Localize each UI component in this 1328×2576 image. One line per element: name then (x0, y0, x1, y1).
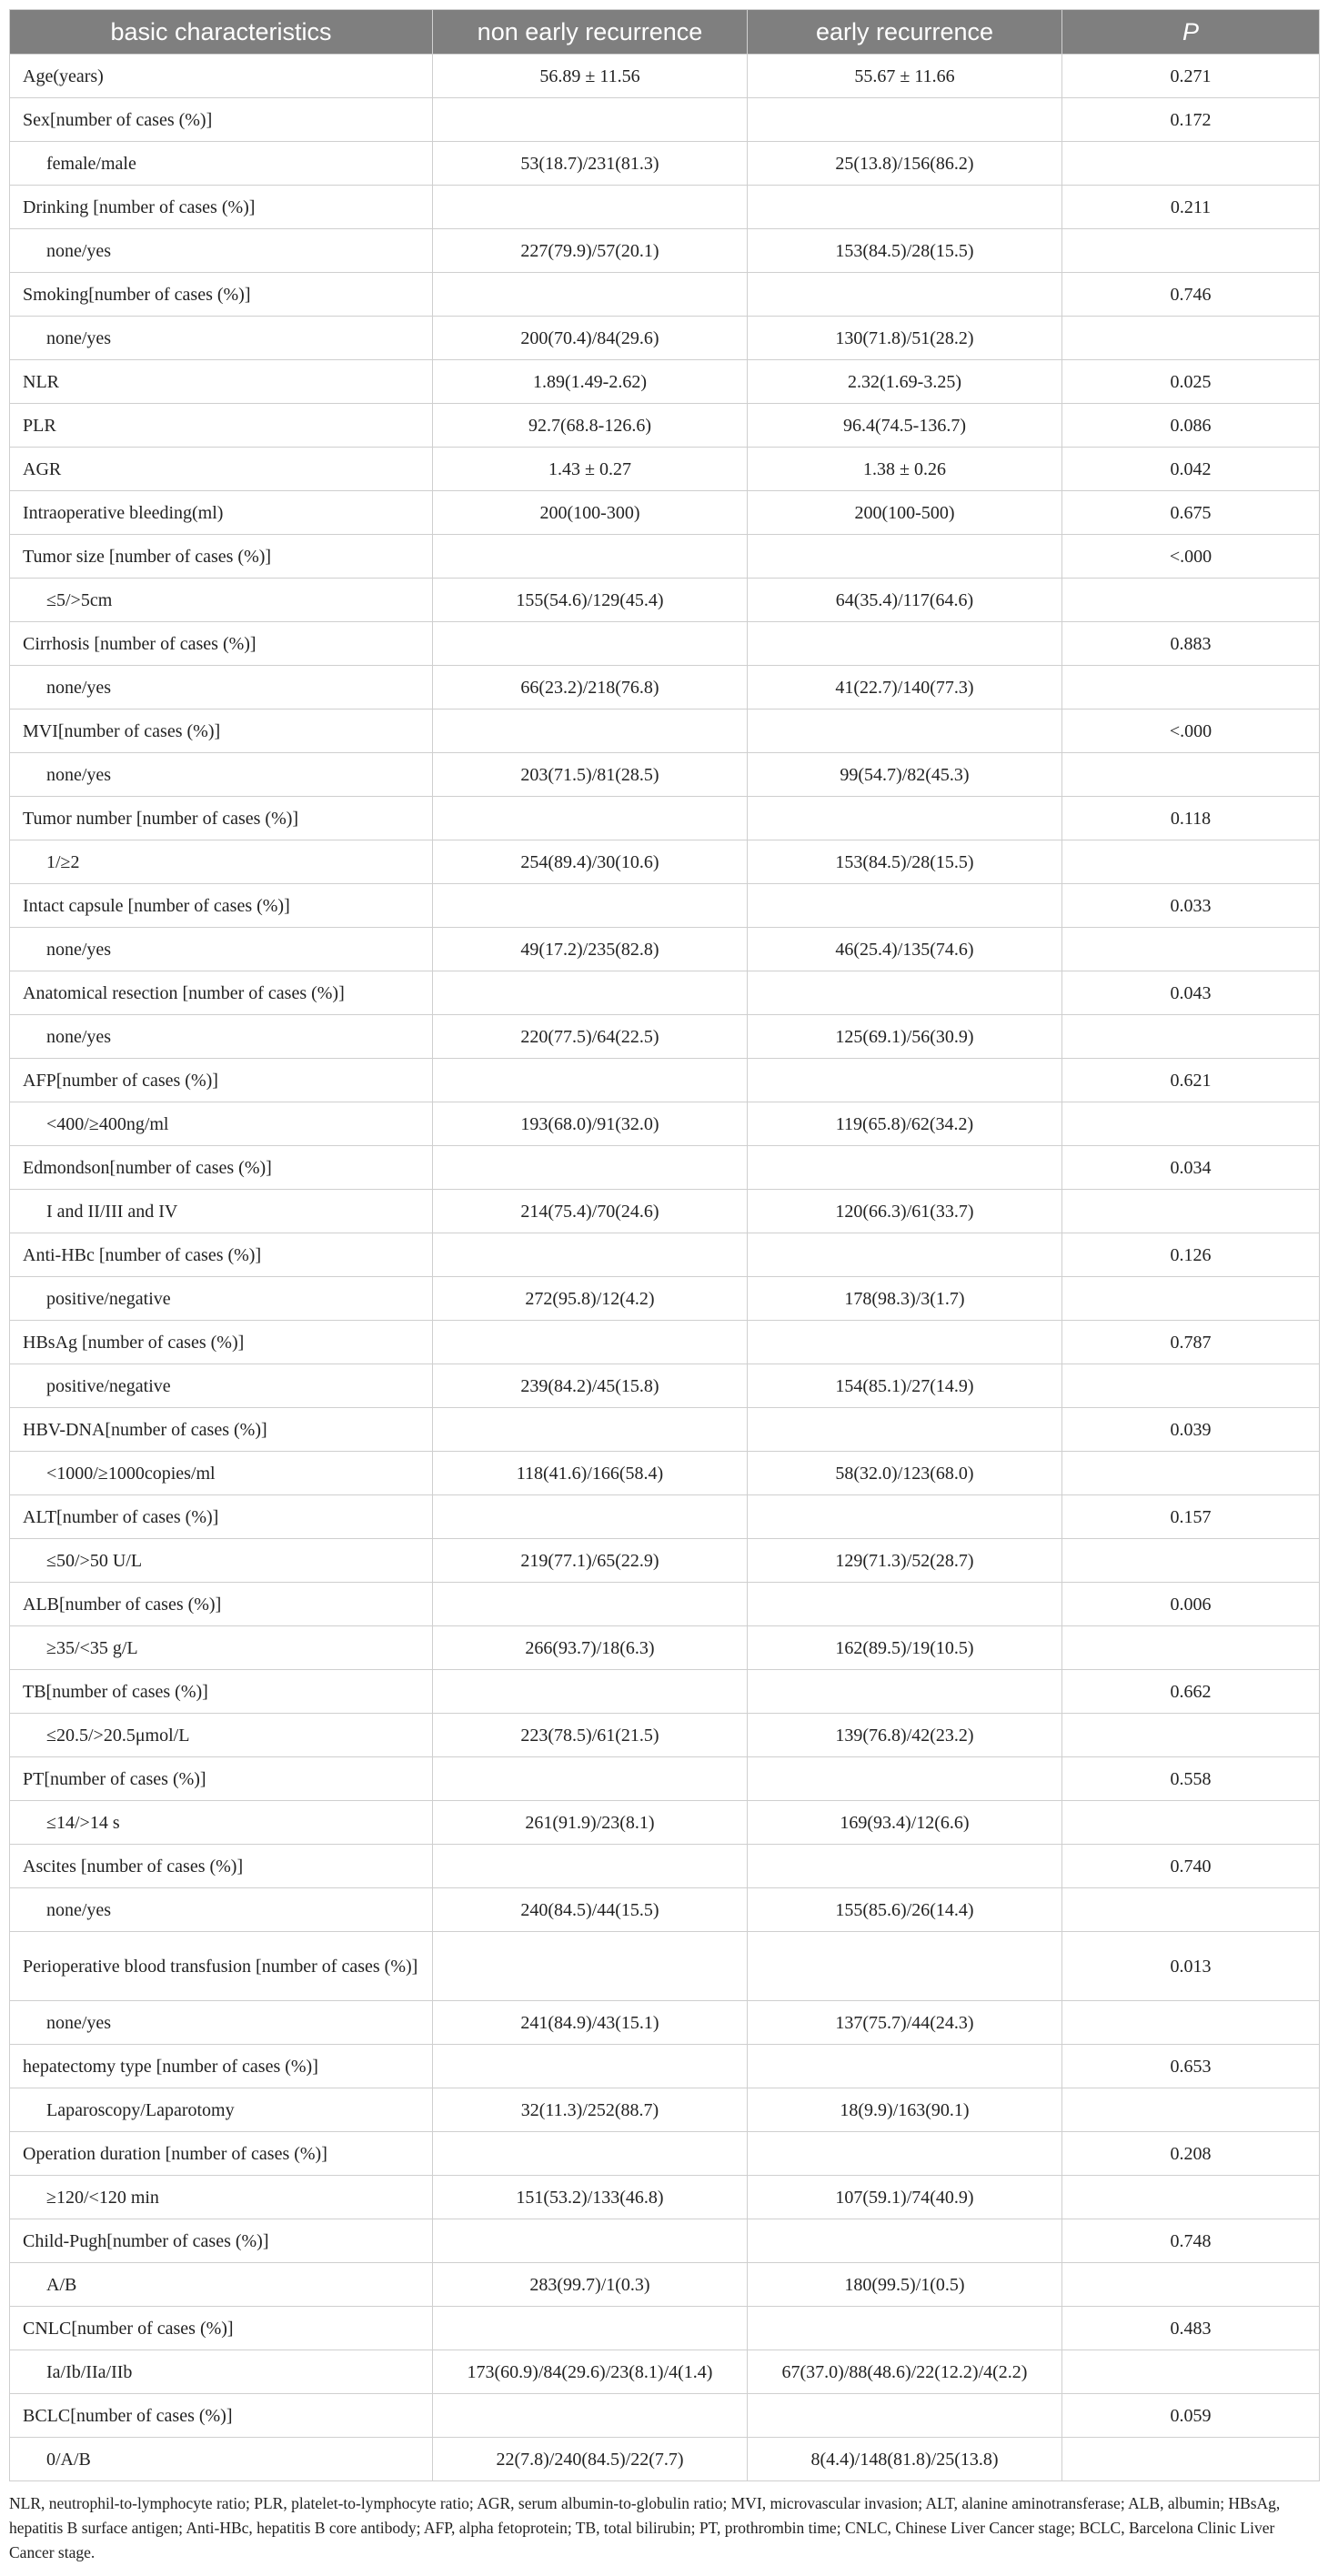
early-recurrence-cell: 153(84.5)/28(15.5) (748, 229, 1062, 273)
early-recurrence-cell: 200(100-500) (748, 491, 1062, 535)
early-recurrence-cell: 25(13.8)/156(86.2) (748, 142, 1062, 186)
row-label: CNLC[number of cases (%)] (10, 2307, 433, 2350)
table-row (10, 2132, 1320, 2176)
early-recurrence-cell: 120(66.3)/61(33.7) (748, 1190, 1062, 1233)
p-value-cell (1062, 666, 1320, 709)
table-row (10, 2045, 1320, 2088)
table-row (10, 273, 1320, 317)
early-recurrence-cell: 125(69.1)/56(30.9) (748, 1015, 1062, 1059)
p-value-cell: 0.059 (1062, 2394, 1320, 2438)
non-early-recurrence-cell: 283(99.7)/1(0.3) (433, 2263, 748, 2307)
row-label: 1/≥2 (10, 840, 433, 884)
table-row (10, 1757, 1320, 1801)
early-recurrence-cell: 1.38 ± 0.26 (748, 448, 1062, 491)
early-recurrence-cell: 55.67 ± 11.66 (748, 55, 1062, 98)
table-row (10, 55, 1320, 98)
p-value-cell (1062, 1888, 1320, 1932)
non-early-recurrence-cell (433, 1757, 748, 1801)
p-value-cell: 0.172 (1062, 98, 1320, 142)
early-recurrence-cell: 58(32.0)/123(68.0) (748, 1452, 1062, 1495)
row-label: ≤50/>50 U/L (10, 1539, 433, 1583)
table-footnote: NLR, neutrophil-to-lymphocyte ratio; PLR, platelet-to-lymphocyte ratio; AGR, serum albumin-to-globulin ratio; MVI, microvascular invasion; ALT, alanine aminotransferase; ALB, albumin; HBsAg, hepatitis B surface antigen; Anti-HBc, hepatitis B core antibody; AFP, alpha fetoprotein; TB, total bilirubin; PT, prothrombin time; CNLC, Chinese Liver Cancer stage; BCLC, Barcelona Clinic Liver Cancer stage. (9, 2494, 1281, 2561)
non-early-recurrence-cell: 203(71.5)/81(28.5) (433, 753, 748, 797)
early-recurrence-cell (748, 1146, 1062, 1190)
early-recurrence-cell: 46(25.4)/135(74.6) (748, 928, 1062, 971)
table-row (10, 1845, 1320, 1888)
table-row (10, 2394, 1320, 2438)
p-value-cell (1062, 142, 1320, 186)
early-recurrence-cell: 129(71.3)/52(28.7) (748, 1539, 1062, 1583)
row-label: NLR (10, 360, 433, 404)
row-label: Anti-HBc [number of cases (%)] (10, 1233, 433, 1277)
table-row (10, 229, 1320, 273)
non-early-recurrence-cell (433, 1583, 748, 1626)
row-label: HBV-DNA[number of cases (%)] (10, 1408, 433, 1452)
row-label: female/male (10, 142, 433, 186)
non-early-recurrence-cell (433, 1845, 748, 1888)
p-value-cell: 0.086 (1062, 404, 1320, 448)
row-label: 0/A/B (10, 2438, 433, 2481)
non-early-recurrence-cell: 227(79.9)/57(20.1) (433, 229, 748, 273)
table-row (10, 840, 1320, 884)
table-row (10, 753, 1320, 797)
non-early-recurrence-cell (433, 273, 748, 317)
table-row (10, 535, 1320, 579)
non-early-recurrence-cell (433, 1146, 748, 1190)
header-non-early-recurrence: non early recurrence (433, 10, 748, 55)
p-value-cell: 0.748 (1062, 2219, 1320, 2263)
row-label: Intraoperative bleeding(ml) (10, 491, 433, 535)
row-label: AFP[number of cases (%)] (10, 1059, 433, 1102)
non-early-recurrence-cell: 223(78.5)/61(21.5) (433, 1714, 748, 1757)
non-early-recurrence-cell (433, 622, 748, 666)
row-label: Child-Pugh[number of cases (%)] (10, 2219, 433, 2263)
row-label: BCLC[number of cases (%)] (10, 2394, 433, 2438)
row-label: ≤5/>5cm (10, 579, 433, 622)
characteristics-table (9, 9, 1320, 2481)
table-row (10, 2307, 1320, 2350)
p-value-cell (1062, 2350, 1320, 2394)
non-early-recurrence-cell: 220(77.5)/64(22.5) (433, 1015, 748, 1059)
row-label: Perioperative blood transfusion [number of cases (%)] (10, 1932, 433, 2001)
non-early-recurrence-cell: 254(89.4)/30(10.6) (433, 840, 748, 884)
row-label: PLR (10, 404, 433, 448)
table-body (10, 55, 1320, 2481)
table-row (10, 579, 1320, 622)
table-row (10, 2263, 1320, 2307)
row-label: Edmondson[number of cases (%)] (10, 1146, 433, 1190)
early-recurrence-cell (748, 535, 1062, 579)
p-value-cell: 0.034 (1062, 1146, 1320, 1190)
early-recurrence-cell: 162(89.5)/19(10.5) (748, 1626, 1062, 1670)
p-value-cell: 0.746 (1062, 273, 1320, 317)
table-row (10, 1233, 1320, 1277)
early-recurrence-cell: 107(59.1)/74(40.9) (748, 2176, 1062, 2219)
p-value-cell: 0.126 (1062, 1233, 1320, 1277)
table-row (10, 1364, 1320, 1408)
row-label: Smoking[number of cases (%)] (10, 273, 433, 317)
early-recurrence-cell (748, 1670, 1062, 1714)
row-label: ≤20.5/>20.5μmol/L (10, 1714, 433, 1757)
early-recurrence-cell (748, 1932, 1062, 2001)
non-early-recurrence-cell: 200(100-300) (433, 491, 748, 535)
non-early-recurrence-cell: 241(84.9)/43(15.1) (433, 2001, 748, 2045)
header-basic-characteristics: basic characteristics (10, 10, 433, 55)
p-value-cell: 0.740 (1062, 1845, 1320, 1888)
early-recurrence-cell: 180(99.5)/1(0.5) (748, 2263, 1062, 2307)
non-early-recurrence-cell (433, 98, 748, 142)
row-label: none/yes (10, 2001, 433, 2045)
non-early-recurrence-cell (433, 2219, 748, 2263)
non-early-recurrence-cell: 193(68.0)/91(32.0) (433, 1102, 748, 1146)
table-row (10, 98, 1320, 142)
p-value-cell (1062, 1102, 1320, 1146)
row-label: A/B (10, 2263, 433, 2307)
early-recurrence-cell: 130(71.8)/51(28.2) (748, 317, 1062, 360)
row-label: Sex[number of cases (%)] (10, 98, 433, 142)
p-value-cell: 0.653 (1062, 2045, 1320, 2088)
non-early-recurrence-cell (433, 535, 748, 579)
p-value-cell (1062, 2088, 1320, 2132)
table-row (10, 884, 1320, 928)
row-label: Operation duration [number of cases (%)] (10, 2132, 433, 2176)
table-row (10, 2001, 1320, 2045)
non-early-recurrence-cell: 32(11.3)/252(88.7) (433, 2088, 748, 2132)
table-row (10, 1626, 1320, 1670)
table-row (10, 622, 1320, 666)
p-value-cell (1062, 753, 1320, 797)
p-value-cell (1062, 2438, 1320, 2481)
non-early-recurrence-cell: 219(77.1)/65(22.9) (433, 1539, 748, 1583)
table-row (10, 1801, 1320, 1845)
early-recurrence-cell: 139(76.8)/42(23.2) (748, 1714, 1062, 1757)
early-recurrence-cell (748, 1059, 1062, 1102)
p-value-cell (1062, 2176, 1320, 2219)
row-label: Ascites [number of cases (%)] (10, 1845, 433, 1888)
p-value-cell (1062, 1452, 1320, 1495)
row-label: Age(years) (10, 55, 433, 98)
table-row (10, 448, 1320, 491)
row-label: ≥35/<35 g/L (10, 1626, 433, 1670)
non-early-recurrence-cell (433, 1495, 748, 1539)
early-recurrence-cell (748, 2132, 1062, 2176)
table-header-row (10, 10, 1320, 55)
non-early-recurrence-cell: 240(84.5)/44(15.5) (433, 1888, 748, 1932)
row-label: none/yes (10, 666, 433, 709)
non-early-recurrence-cell: 155(54.6)/129(45.4) (433, 579, 748, 622)
non-early-recurrence-cell: 261(91.9)/23(8.1) (433, 1801, 748, 1845)
early-recurrence-cell: 119(65.8)/62(34.2) (748, 1102, 1062, 1146)
early-recurrence-cell (748, 1845, 1062, 1888)
early-recurrence-cell (748, 709, 1062, 753)
p-value-cell (1062, 1539, 1320, 1583)
table-row (10, 1277, 1320, 1321)
table-row (10, 709, 1320, 753)
early-recurrence-cell: 41(22.7)/140(77.3) (748, 666, 1062, 709)
row-label: Drinking [number of cases (%)] (10, 186, 433, 229)
p-value-cell: 0.211 (1062, 186, 1320, 229)
table-row (10, 1102, 1320, 1146)
table-row (10, 142, 1320, 186)
row-label: Cirrhosis [number of cases (%)] (10, 622, 433, 666)
p-value-cell: 0.025 (1062, 360, 1320, 404)
row-label: none/yes (10, 928, 433, 971)
table-row (10, 666, 1320, 709)
row-label: Intact capsule [number of cases (%)] (10, 884, 433, 928)
row-label: Anatomical resection [number of cases (%)] (10, 971, 433, 1015)
non-early-recurrence-cell: 1.43 ± 0.27 (433, 448, 748, 491)
early-recurrence-cell: 64(35.4)/117(64.6) (748, 579, 1062, 622)
table-row (10, 971, 1320, 1015)
row-label: Laparoscopy/Laparotomy (10, 2088, 433, 2132)
table-row (10, 1932, 1320, 2001)
row-label: I and II/III and IV (10, 1190, 433, 1233)
early-recurrence-cell (748, 797, 1062, 840)
non-early-recurrence-cell: 151(53.2)/133(46.8) (433, 2176, 748, 2219)
early-recurrence-cell (748, 186, 1062, 229)
p-value-cell: <.000 (1062, 535, 1320, 579)
table-row (10, 1670, 1320, 1714)
table-row (10, 1408, 1320, 1452)
table-row (10, 1714, 1320, 1757)
early-recurrence-cell: 2.32(1.69-3.25) (748, 360, 1062, 404)
non-early-recurrence-cell (433, 797, 748, 840)
table-row (10, 1190, 1320, 1233)
p-value-cell (1062, 1364, 1320, 1408)
table-row (10, 2350, 1320, 2394)
early-recurrence-cell (748, 2045, 1062, 2088)
non-early-recurrence-cell: 266(93.7)/18(6.3) (433, 1626, 748, 1670)
p-value-cell: 0.042 (1062, 448, 1320, 491)
early-recurrence-cell: 99(54.7)/82(45.3) (748, 753, 1062, 797)
early-recurrence-cell (748, 98, 1062, 142)
early-recurrence-cell (748, 1233, 1062, 1277)
p-value-cell: 0.006 (1062, 1583, 1320, 1626)
non-early-recurrence-cell (433, 1408, 748, 1452)
table-row (10, 797, 1320, 840)
early-recurrence-cell (748, 1495, 1062, 1539)
table-row (10, 491, 1320, 535)
early-recurrence-cell (748, 1757, 1062, 1801)
row-label: none/yes (10, 1888, 433, 1932)
p-value-cell (1062, 1626, 1320, 1670)
early-recurrence-cell (748, 1408, 1062, 1452)
non-early-recurrence-cell: 214(75.4)/70(24.6) (433, 1190, 748, 1233)
row-label: none/yes (10, 229, 433, 273)
early-recurrence-cell (748, 971, 1062, 1015)
non-early-recurrence-cell: 118(41.6)/166(58.4) (433, 1452, 748, 1495)
non-early-recurrence-cell (433, 1233, 748, 1277)
non-early-recurrence-cell (433, 2394, 748, 2438)
non-early-recurrence-cell: 53(18.7)/231(81.3) (433, 142, 748, 186)
non-early-recurrence-cell (433, 2307, 748, 2350)
row-label: PT[number of cases (%)] (10, 1757, 433, 1801)
early-recurrence-cell: 154(85.1)/27(14.9) (748, 1364, 1062, 1408)
non-early-recurrence-cell (433, 1321, 748, 1364)
p-value-cell (1062, 2263, 1320, 2307)
non-early-recurrence-cell: 92.7(68.8-126.6) (433, 404, 748, 448)
p-value-cell: 0.558 (1062, 1757, 1320, 1801)
non-early-recurrence-cell: 239(84.2)/45(15.8) (433, 1364, 748, 1408)
table-row (10, 404, 1320, 448)
early-recurrence-cell: 67(37.0)/88(48.6)/22(12.2)/4(2.2) (748, 2350, 1062, 2394)
p-value-cell (1062, 229, 1320, 273)
row-label: <400/≥400ng/ml (10, 1102, 433, 1146)
row-label: none/yes (10, 317, 433, 360)
non-early-recurrence-cell (433, 884, 748, 928)
non-early-recurrence-cell (433, 971, 748, 1015)
non-early-recurrence-cell (433, 1932, 748, 2001)
table-row (10, 1452, 1320, 1495)
non-early-recurrence-cell (433, 186, 748, 229)
table-row (10, 317, 1320, 360)
p-value-cell: 0.883 (1062, 622, 1320, 666)
p-value-cell (1062, 1714, 1320, 1757)
p-value-cell (1062, 1277, 1320, 1321)
p-value-cell (1062, 840, 1320, 884)
p-value-cell: 0.483 (1062, 2307, 1320, 2350)
early-recurrence-cell (748, 2219, 1062, 2263)
early-recurrence-cell (748, 1583, 1062, 1626)
p-value-cell: 0.043 (1062, 971, 1320, 1015)
row-label: hepatectomy type [number of cases (%)] (10, 2045, 433, 2088)
non-early-recurrence-cell (433, 1059, 748, 1102)
p-value-cell: 0.157 (1062, 1495, 1320, 1539)
header-p-value: P (1062, 10, 1320, 55)
p-value-cell: 0.787 (1062, 1321, 1320, 1364)
table-row (10, 1495, 1320, 1539)
early-recurrence-cell (748, 1321, 1062, 1364)
non-early-recurrence-cell: 200(70.4)/84(29.6) (433, 317, 748, 360)
header-early-recurrence: early recurrence (748, 10, 1062, 55)
row-label: ≤14/>14 s (10, 1801, 433, 1845)
table-row (10, 186, 1320, 229)
row-label: Ia/Ib/IIa/IIb (10, 2350, 433, 2394)
row-label: Tumor number [number of cases (%)] (10, 797, 433, 840)
non-early-recurrence-cell: 49(17.2)/235(82.8) (433, 928, 748, 971)
p-value-cell (1062, 1015, 1320, 1059)
row-label: HBsAg [number of cases (%)] (10, 1321, 433, 1364)
p-value-cell: 0.621 (1062, 1059, 1320, 1102)
row-label: none/yes (10, 753, 433, 797)
early-recurrence-cell: 96.4(74.5-136.7) (748, 404, 1062, 448)
non-early-recurrence-cell: 22(7.8)/240(84.5)/22(7.7) (433, 2438, 748, 2481)
table-row (10, 1059, 1320, 1102)
p-value-cell (1062, 1190, 1320, 1233)
non-early-recurrence-cell: 56.89 ± 11.56 (433, 55, 748, 98)
non-early-recurrence-cell: 1.89(1.49-2.62) (433, 360, 748, 404)
early-recurrence-cell (748, 273, 1062, 317)
row-label: MVI[number of cases (%)] (10, 709, 433, 753)
p-value-cell (1062, 2001, 1320, 2045)
p-value-cell: 0.675 (1062, 491, 1320, 535)
p-value-cell: 0.039 (1062, 1408, 1320, 1452)
p-value-cell: 0.118 (1062, 797, 1320, 840)
table-row (10, 2219, 1320, 2263)
table-row (10, 1539, 1320, 1583)
early-recurrence-cell: 178(98.3)/3(1.7) (748, 1277, 1062, 1321)
non-early-recurrence-cell: 272(95.8)/12(4.2) (433, 1277, 748, 1321)
row-label: TB[number of cases (%)] (10, 1670, 433, 1714)
table-row (10, 1015, 1320, 1059)
table-row (10, 1321, 1320, 1364)
table-row (10, 360, 1320, 404)
row-label: AGR (10, 448, 433, 491)
p-value-cell (1062, 317, 1320, 360)
early-recurrence-cell: 153(84.5)/28(15.5) (748, 840, 1062, 884)
non-early-recurrence-cell (433, 2132, 748, 2176)
p-value-cell: 0.271 (1062, 55, 1320, 98)
p-value-cell (1062, 1801, 1320, 1845)
p-value-cell (1062, 579, 1320, 622)
p-value-cell (1062, 928, 1320, 971)
early-recurrence-cell: 137(75.7)/44(24.3) (748, 2001, 1062, 2045)
table-row (10, 2088, 1320, 2132)
row-label: Tumor size [number of cases (%)] (10, 535, 433, 579)
table-row (10, 2176, 1320, 2219)
early-recurrence-cell (748, 2307, 1062, 2350)
p-value-cell: <.000 (1062, 709, 1320, 753)
row-label: positive/negative (10, 1277, 433, 1321)
p-value-cell: 0.033 (1062, 884, 1320, 928)
row-label: ALT[number of cases (%)] (10, 1495, 433, 1539)
early-recurrence-cell (748, 2394, 1062, 2438)
p-value-cell: 0.662 (1062, 1670, 1320, 1714)
table-row (10, 1583, 1320, 1626)
row-label: none/yes (10, 1015, 433, 1059)
table-row (10, 1146, 1320, 1190)
non-early-recurrence-cell (433, 1670, 748, 1714)
row-label: positive/negative (10, 1364, 433, 1408)
early-recurrence-cell: 169(93.4)/12(6.6) (748, 1801, 1062, 1845)
row-label: <1000/≥1000copies/ml (10, 1452, 433, 1495)
row-label: ALB[number of cases (%)] (10, 1583, 433, 1626)
early-recurrence-cell: 8(4.4)/148(81.8)/25(13.8) (748, 2438, 1062, 2481)
non-early-recurrence-cell: 173(60.9)/84(29.6)/23(8.1)/4(1.4) (433, 2350, 748, 2394)
non-early-recurrence-cell (433, 2045, 748, 2088)
early-recurrence-cell: 18(9.9)/163(90.1) (748, 2088, 1062, 2132)
early-recurrence-cell (748, 622, 1062, 666)
table-row (10, 928, 1320, 971)
p-value-cell: 0.013 (1062, 1932, 1320, 2001)
early-recurrence-cell (748, 884, 1062, 928)
p-value-cell: 0.208 (1062, 2132, 1320, 2176)
early-recurrence-cell: 155(85.6)/26(14.4) (748, 1888, 1062, 1932)
non-early-recurrence-cell: 66(23.2)/218(76.8) (433, 666, 748, 709)
table-row (10, 1888, 1320, 1932)
table-row (10, 2438, 1320, 2481)
non-early-recurrence-cell (433, 709, 748, 753)
row-label: ≥120/<120 min (10, 2176, 433, 2219)
